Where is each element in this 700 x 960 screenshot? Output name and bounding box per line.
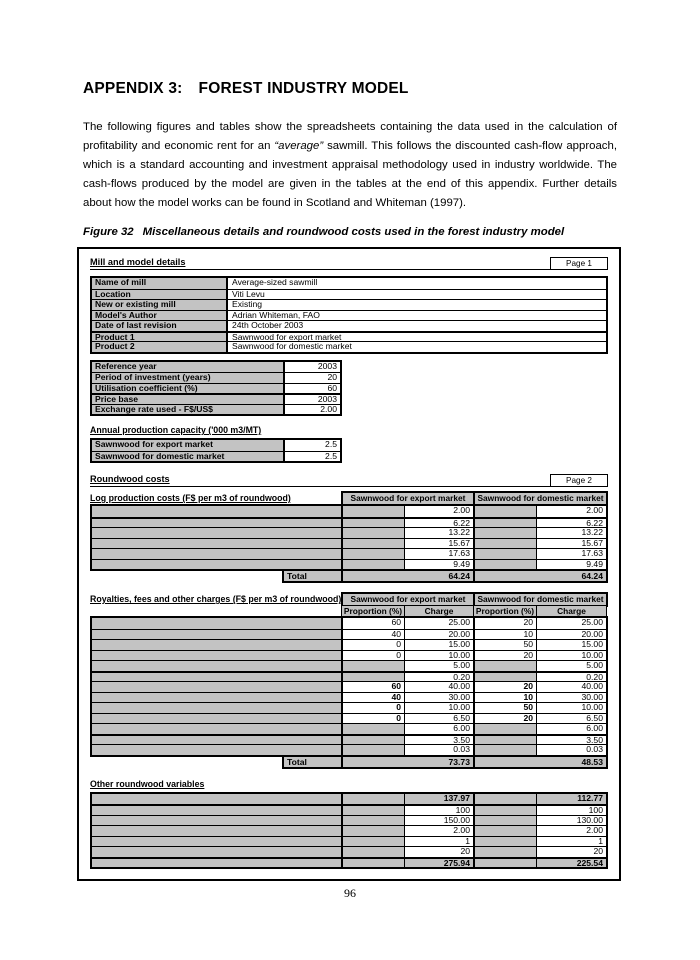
table-row [92,404,340,415]
column-header-domestic: Sawnwood for domestic market [473,592,608,607]
table-row [92,440,340,451]
row-label: Sawnwood for domestic market [92,452,285,462]
variable-value: 150.00 [405,816,473,826]
proportion-value: 40 [343,693,405,703]
row-value: Average-sized sawmill [228,278,606,289]
charge-value: 3.50 [405,736,473,745]
row-value: 20 [285,373,340,383]
variable-value: 137.97 [405,794,473,805]
table-row [343,744,473,755]
column-header-export: Sawnwood for export market [341,592,475,607]
table-row [475,506,606,517]
row-value: 2.5 [285,440,340,451]
charge-value: 10.00 [405,703,473,713]
cost-value: 13.22 [405,528,473,538]
cost-value: 9.49 [537,560,606,570]
table-row [343,734,473,745]
table-row [475,650,606,661]
row-value: 60 [285,384,340,394]
cost-value: 2.00 [537,506,606,517]
row-label [92,723,341,734]
column-header-domestic: Sawnwood for domestic market [473,491,608,506]
proportion-value: 50 [475,640,537,650]
row-label [92,639,341,650]
row-value: Viti Levu [228,290,606,300]
cost-value: 6.22 [405,519,473,528]
table-row [475,702,606,713]
blank-cell [475,506,537,517]
table-row [475,825,606,836]
blank-cell [343,816,405,826]
row-label [92,681,341,692]
row-label [92,804,341,815]
table-row [343,639,473,650]
cost-value: 15.67 [537,539,606,549]
royalties-heading: Royalties, fees and other charges (F$ per m3 of roundwood) [90,594,342,604]
table-row [475,660,606,671]
royalties-labels [90,616,343,757]
figure-number: Figure 32 [83,226,134,238]
charge-value: 6.00 [405,724,473,734]
proportion-value: 10 [475,693,537,703]
table-row [475,836,606,847]
figure-caption-text: Miscellaneous details and roundwood costs used in the forest industry model [142,226,565,238]
blank-cell [343,519,405,528]
charge-value: 20.00 [537,630,606,640]
subheader-proportion-export: Proportion (%) [341,605,405,617]
row-label [92,692,341,703]
charge-value: 0.20 [537,673,606,682]
table-row [475,846,606,857]
blank-cell [343,794,405,805]
row-value: 2003 [285,395,340,404]
row-label: Price base [92,395,285,404]
row-label: Product 2 [92,342,228,352]
table-row [92,299,606,310]
log-costs-heading: Log production costs (F$ per m3 of roundwood) [90,493,291,503]
section-header-roundwood-costs [90,472,608,487]
proportion-value: 20 [475,682,537,692]
table-row [343,815,473,826]
royalties-table [90,616,608,757]
table-row [92,362,340,373]
intro-paragraph [83,118,617,213]
row-label: Product 1 [92,333,228,342]
royalties-export-column [341,616,475,757]
total-label: Total [282,755,343,769]
table-row [475,548,606,559]
cost-value: 17.63 [405,549,473,559]
other-variables-domestic-column [473,792,608,870]
royalties-total-row [90,755,608,769]
table-row [92,383,340,394]
variable-value: 275.94 [405,859,473,868]
row-value: Sawnwood for domestic market [228,342,606,352]
proportion-value [475,661,537,671]
table-row [343,548,473,559]
blank-cell [475,519,537,528]
charge-value: 15.00 [537,640,606,650]
table-row [343,629,473,640]
row-label [92,794,341,805]
table-row [92,331,606,342]
mill-details-table [90,276,608,354]
table-row [92,372,340,383]
table-row [475,723,606,734]
table-row [343,559,473,570]
table-row [343,846,473,857]
row-value: 2.5 [285,452,340,462]
variable-value: 100 [405,806,473,815]
figure-caption [83,226,617,238]
other-variables-labels [90,792,343,870]
intro-italic-word: “average” [274,140,324,152]
blank-cell [475,816,537,826]
row-label [92,846,341,857]
title-prefix: APPENDIX 3: [83,80,183,97]
row-label [92,702,341,713]
proportion-value [343,745,405,755]
other-variables-export-column [341,792,475,870]
page-2-badge: Page 2 [550,474,608,487]
table-row [92,310,606,321]
variable-value: 1 [405,837,473,847]
table-row [475,527,606,538]
proportion-value [475,745,537,755]
cost-value: 17.63 [537,549,606,559]
charge-value: 25.00 [537,618,606,629]
row-label [92,506,341,517]
table-row [92,393,340,404]
row-label [92,744,341,755]
charge-value: 0.03 [537,745,606,755]
table-row [92,341,606,352]
row-label: Exchange rate used - F$/US$ [92,405,285,415]
spacer [90,569,282,583]
blank-cell [343,549,405,559]
blank-cell [343,506,405,517]
table-row [475,744,606,755]
blank-cell [475,859,537,868]
row-label [92,734,341,745]
blank-cell [343,539,405,549]
row-label [92,650,341,661]
row-label: Period of investment (years) [92,373,285,383]
row-value: 2003 [285,362,340,373]
table-row [475,517,606,528]
charge-value: 5.00 [537,661,606,671]
row-label [92,857,341,868]
row-label: Reference year [92,362,285,373]
charge-value: 20.00 [405,630,473,640]
proportion-value [475,736,537,745]
subheader-proportion-domestic: Proportion (%) [473,605,537,617]
proportion-value [475,724,537,734]
row-label [92,660,341,671]
blank-cell [343,847,405,857]
row-value: Adrian Whiteman, FAO [228,311,606,321]
table-row [343,794,473,805]
table-row [343,723,473,734]
table-row [343,836,473,847]
table-row [475,804,606,815]
table-row [343,660,473,671]
total-domestic: 48.53 [473,755,608,769]
section-title: Roundwood costs [90,474,170,484]
row-label [92,815,341,826]
proportion-value: 0 [343,651,405,661]
table-row [343,804,473,815]
total-export: 73.73 [341,755,475,769]
blank-cell [475,794,537,805]
table-row [475,671,606,682]
cost-value: 15.67 [405,539,473,549]
table-row [343,650,473,661]
subheader-charge-domestic: Charge [536,605,607,617]
blank-cell [343,826,405,836]
page-number: 96 [344,886,356,900]
row-label [92,825,341,836]
charge-value: 10.00 [537,703,606,713]
proportion-value: 60 [343,618,405,629]
table-row [343,506,473,517]
table-row [475,815,606,826]
row-label [92,671,341,682]
table-row [343,713,473,724]
proportion-value [475,673,537,682]
blank-cell [475,549,537,559]
section-header-mill-details [90,255,608,270]
charge-value: 0.20 [405,673,473,682]
charge-value: 25.00 [405,618,473,629]
variable-value: 100 [537,806,606,815]
other-variables-table [90,792,608,870]
proportion-value: 0 [343,640,405,650]
row-label [92,836,341,847]
proportion-value: 40 [343,630,405,640]
row-label: Date of last revision [92,321,228,331]
row-label [92,548,341,559]
variable-value: 130.00 [537,816,606,826]
table-row [343,857,473,868]
table-row [92,320,606,331]
cost-value: 2.00 [405,506,473,517]
cost-value: 13.22 [537,528,606,538]
row-label [92,559,341,570]
table-row [475,618,606,629]
figure-32-spreadsheet [77,247,621,881]
row-value: 2.00 [285,405,340,415]
proportion-value: 20 [475,651,537,661]
variable-value: 225.54 [537,859,606,868]
royalties-domestic-column [473,616,608,757]
column-header-export: Sawnwood for export market [341,491,475,506]
charge-value: 15.00 [405,640,473,650]
proportion-value [343,736,405,745]
proportion-value [343,661,405,671]
row-label: New or existing mill [92,300,228,310]
proportion-value: 60 [343,682,405,692]
variable-value: 20 [537,847,606,857]
proportion-value: 0 [343,714,405,724]
charge-value: 3.50 [537,736,606,745]
charge-value: 6.00 [537,724,606,734]
subheader-charge-export: Charge [404,605,474,617]
table-row [343,538,473,549]
model-parameters-table [90,360,342,417]
page-title [83,80,617,98]
table-row [92,451,340,462]
section-title: Mill and model details [90,257,186,267]
table-row [475,713,606,724]
row-value: 24th October 2003 [228,321,606,331]
table-row [343,517,473,528]
charge-value: 0.03 [405,745,473,755]
variable-value: 2.00 [537,826,606,836]
other-variables-heading: Other roundwood variables [90,778,205,789]
proportion-value: 10 [475,630,537,640]
blank-cell [343,837,405,847]
blank-cell [475,539,537,549]
blank-cell [343,806,405,815]
table-row [475,559,606,570]
charge-value: 40.00 [405,682,473,692]
charge-value: 30.00 [537,693,606,703]
proportion-value [343,724,405,734]
total-export: 64.24 [341,569,475,583]
row-label: Sawnwood for export market [92,440,285,451]
blank-cell [475,837,537,847]
row-value: Sawnwood for export market [228,333,606,342]
variable-value: 2.00 [405,826,473,836]
proportion-value: 0 [343,703,405,713]
charge-value: 30.00 [405,693,473,703]
table-row [475,681,606,692]
log-costs-table [90,504,608,571]
variable-value: 112.77 [537,794,606,805]
table-row [475,794,606,805]
row-label: Model's Author [92,311,228,321]
blank-cell [475,847,537,857]
charge-value: 10.00 [537,651,606,661]
table-row [475,629,606,640]
capacity-table [90,438,342,463]
row-label [92,618,341,629]
spacer [90,605,343,617]
log-costs-domestic-column [473,504,608,571]
table-row [475,734,606,745]
table-row [343,527,473,538]
title-main: FOREST INDUSTRY MODEL [198,80,409,97]
log-costs-total-row [90,569,608,583]
charge-value: 5.00 [405,661,473,671]
table-row [475,692,606,703]
spacer [90,755,282,769]
table-row [343,692,473,703]
intro-text: sawmill. This follows the discounted cash-flow approach, which is a standard accounting and investment appraisal methodology used in industry worldwide. The cash-flows produced by the model are given in the tables at the end of this appendix. Further details about how the model works can be found in Scotland and Whiteman (1997). [83,140,617,209]
cost-value: 6.22 [537,519,606,528]
charge-value: 6.50 [405,714,473,724]
total-domestic: 64.24 [473,569,608,583]
log-costs-labels [90,504,343,571]
row-value: Existing [228,300,606,310]
table-row [475,857,606,868]
row-label: Location [92,290,228,300]
row-label [92,517,341,528]
charge-value: 10.00 [405,651,473,661]
proportion-value: 50 [475,703,537,713]
page-1-badge: Page 1 [550,257,608,270]
total-label: Total [282,569,343,583]
table-row [92,278,606,289]
table-row [475,639,606,650]
blank-cell [475,826,537,836]
row-label [92,713,341,724]
proportion-value: 20 [475,618,537,629]
blank-cell [475,806,537,815]
intro-text: The following figures and tables show the spreadsheets containing the data used in the calculation of profitability and economic rent for an [83,121,617,152]
row-label: Utilisation coefficient (%) [92,384,285,394]
blank-cell [343,560,405,570]
row-label [92,527,341,538]
proportion-value [343,673,405,682]
blank-cell [475,560,537,570]
charge-value: 40.00 [537,682,606,692]
table-row [475,538,606,549]
blank-cell [343,528,405,538]
blank-cell [343,859,405,868]
table-row [343,681,473,692]
table-row [343,671,473,682]
charge-value: 6.50 [537,714,606,724]
capacity-heading: Annual production capacity ('000 m3/MT) [90,425,262,435]
cost-value: 9.49 [405,560,473,570]
table-row [343,702,473,713]
row-label: Name of mill [92,278,228,289]
variable-value: 20 [405,847,473,857]
row-label [92,538,341,549]
table-row [92,289,606,300]
royalties-subheader [90,605,608,617]
table-row [343,825,473,836]
variable-value: 1 [537,837,606,847]
log-costs-export-column [341,504,475,571]
row-label [92,629,341,640]
table-row [343,618,473,629]
proportion-value: 20 [475,714,537,724]
blank-cell [475,528,537,538]
